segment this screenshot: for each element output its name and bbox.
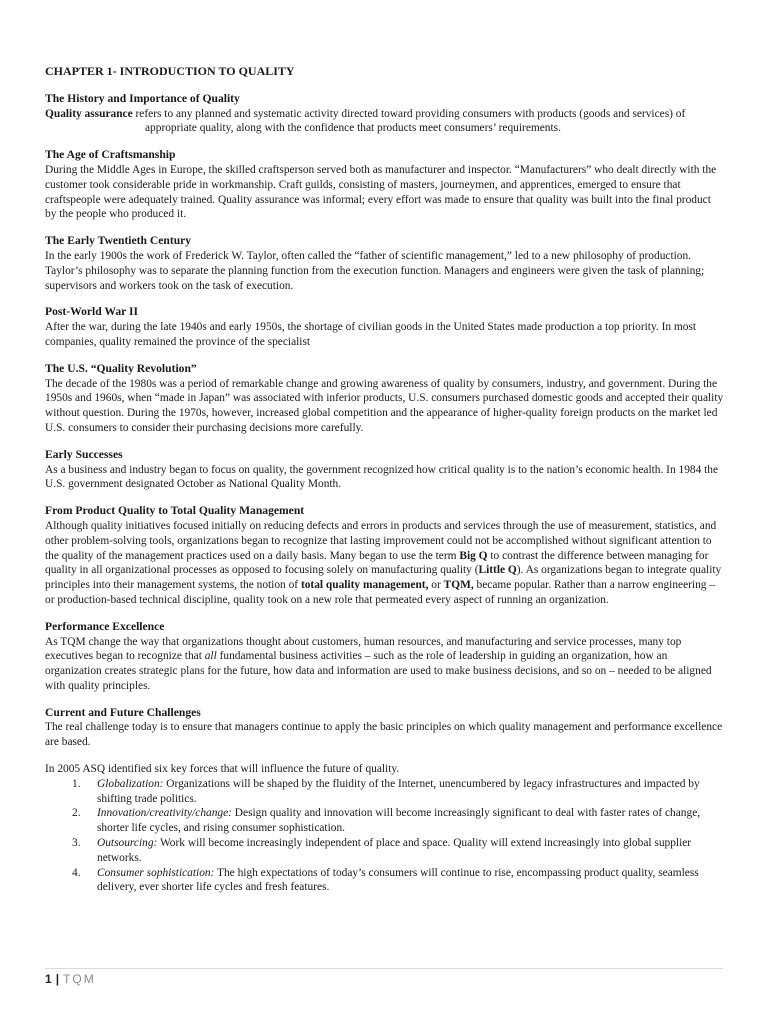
list-item xyxy=(45,806,725,836)
tqm-text-2: to contrast the difference between managing for quality in all organizational processes as opposed to focusing solely on manufacturing quality ( xyxy=(45,549,709,577)
list-item-number: 2. xyxy=(72,807,81,820)
tqm-text-5: became popular. Rather than a narrow engineering – or production-based technical discipline, quality took on a new role that permeated every aspect of running an organization. xyxy=(45,579,716,606)
list-item-label: Innovation/creativity/change: xyxy=(97,807,232,820)
section-text-early-twentieth: In the early 1900s the work of Frederick W. Taylor, often called the “father of scientific management,” led to a new philosophy of production. Taylor’s philosophy was to separate the planning function from the execution function. Managers and engineers were given the task of planning; supervisors and workers took on the task of execution. xyxy=(45,249,705,292)
section-text-tqm xyxy=(45,519,725,608)
list-item-number: 1. xyxy=(72,777,81,790)
section-text-craftsmanship: During the Middle Ages in Europe, the skilled craftsperson served both as manufacturer and inspector. “Manufacturers” who dealt directly with the customer took considerable pride in workmanship. Craft guilds, consisting of masters, journeymen, and apprentices, emerged to ensure that craftspeople were adequately trained. Quality assurance was informal; every effort was made to ensure that quality was built into the final product by the people who produced it. xyxy=(45,163,717,221)
footer-divider xyxy=(45,968,723,969)
list-item-label: Outsourcing: xyxy=(97,837,158,850)
section-heading-revolution: The U.S. “Quality Revolution” xyxy=(45,361,197,375)
list-item-text: The high expectations of today’s consumers will continue to rise, encompassing product quality, seamless delivery, ever shorter life cycles and fresh features. xyxy=(97,866,699,894)
page-footer xyxy=(45,972,96,986)
section-heading-performance: Performance Excellence xyxy=(45,619,165,633)
section-text-challenges: The real challenge today is to ensure that managers continue to apply the basic principles on which quality management and performance excellence are based. xyxy=(45,721,723,749)
list-item xyxy=(45,866,725,896)
term-total-quality-management: total quality management, xyxy=(300,579,429,592)
tqm-text-4: or xyxy=(428,579,444,592)
term-tqm: TQM, xyxy=(443,579,474,592)
list-item-text: Work will become increasingly independent of place and space. Quality will extend increasingly into global supplier networks. xyxy=(97,837,692,864)
list-item xyxy=(45,836,725,866)
term-all: all xyxy=(204,650,217,663)
list-item-text: Design quality and innovation will become increasingly significant to deal with faster rates of change, shorter life cycles, and rising consumer sophistication. xyxy=(97,807,701,835)
section-heading-successes: Early Successes xyxy=(45,447,123,461)
section-text-post-war: After the war, during the late 1940s and early 1950s, the shortage of civilian goods in the United States made production a top priority. In most companies, quality remained the province of the specialist xyxy=(45,321,697,348)
list-item-text: Organizations will be shaped by the fluidity of the Internet, unencumbered by legacy infrastructures and impacted by shifting trade politics. xyxy=(97,777,700,805)
section-heading-early-twentieth: The Early Twentieth Century xyxy=(45,234,192,248)
term-quality-assurance: Quality assurance xyxy=(45,107,133,120)
forces-list xyxy=(45,777,725,895)
term-little-q: Little Q xyxy=(478,564,517,577)
tqm-text-3: ). As organizations began to integrate quality principles into their management systems, the notion of xyxy=(45,564,722,592)
list-item-number: 3. xyxy=(72,837,81,850)
section-text-performance xyxy=(45,635,725,694)
list-item xyxy=(45,777,725,807)
list-item-number: 4. xyxy=(72,866,81,879)
list-item-label: Consumer sophistication: xyxy=(97,866,215,879)
footer-separator: | xyxy=(55,972,60,986)
footer-label: TQM xyxy=(63,972,96,986)
section-text-history xyxy=(45,107,725,137)
list-item-label: Globalization: xyxy=(97,777,164,790)
page-number: 1 xyxy=(45,972,52,986)
section-text-revolution: The decade of the 1980s was a period of remarkable change and growing awareness of quality by consumers, industry, and government. During the 1950s and 1960s, when “made in Japan” was associated with inferior products, U.S. consumers purchased domestic goods and accepted their quality without question. During the 1970s, however, increased global competition and the appearance of higher-quality foreign products on the market led U.S. consumers to consider their purchasing decisions more carefully. xyxy=(45,377,724,434)
chapter-title: CHAPTER 1- INTRODUCTION TO QUALITY xyxy=(45,64,295,78)
section-heading-craftsmanship: The Age of Craftsmanship xyxy=(45,148,176,162)
history-definition: refers to any planned and systematic activity directed toward providing consumers with products (goods and services) of appropriate quality, along with the confidence that products meet consumers’ requirements. xyxy=(132,107,686,135)
performance-text-1: As TQM change the way that organizations thought about customers, human resources, and manufacturing and service processes, many top executives began to recognize that xyxy=(45,635,682,663)
document-body xyxy=(45,64,725,895)
performance-text-2: fundamental business activities – such as the role of leadership in guiding an organization, how an organization creates strategic plans for the future, how data and information are used to make business decisions, and so on – needed to be aligned with quality principles. xyxy=(45,650,712,692)
tqm-text-1: Although quality initiatives focused initially on reducing defects and errors in products and services through the use of measurement, statistics, and other problem-solving tools, organizations began to recognize that lasting improvement could not be accomplished without significant attention to the quality of the management practices used on a daily basis. Many began to use the term xyxy=(45,519,717,562)
forces-intro: In 2005 ASQ identified six key forces that will influence the future of quality. xyxy=(45,763,400,776)
section-heading-tqm: From Product Quality to Total Quality Management xyxy=(45,504,305,518)
section-text-successes: As a business and industry began to focus on quality, the government recognized how critical quality is to the nation’s economic health. In 1984 the U.S. government designated October as National Quality Month. xyxy=(45,463,719,491)
term-big-q: Big Q xyxy=(459,549,488,562)
section-heading-history: The History and Importance of Quality xyxy=(45,91,240,105)
section-heading-post-war: Post-World War II xyxy=(45,305,138,319)
section-heading-challenges: Current and Future Challenges xyxy=(45,705,201,719)
